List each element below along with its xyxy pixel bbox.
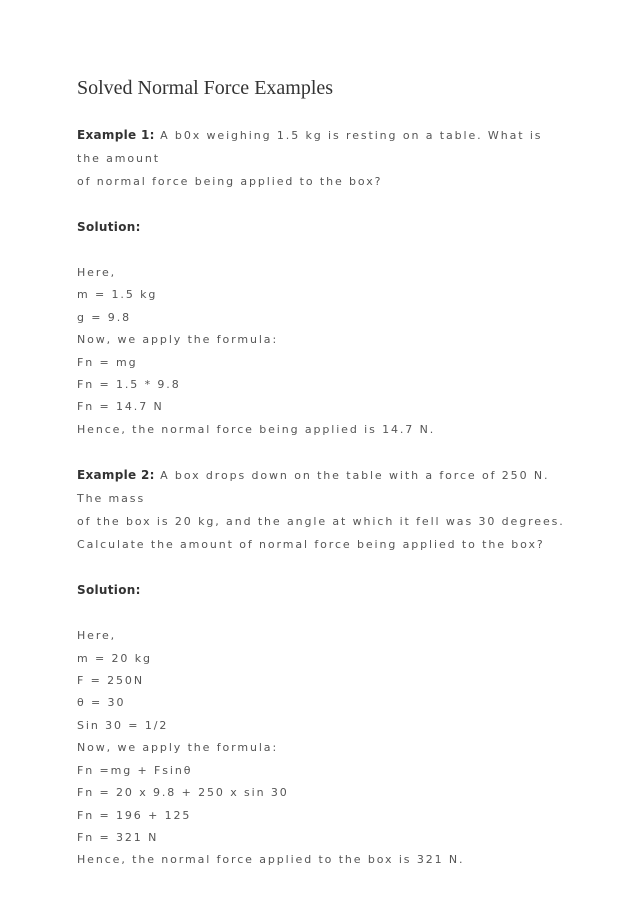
- solution-line: Sin 30 = 1/2: [77, 718, 169, 732]
- solution-line: θ = 30: [77, 696, 126, 710]
- example-1-label: Example 1:: [77, 128, 155, 142]
- example-1-question: [77, 124, 567, 170]
- solution-line: g = 9.8: [77, 310, 131, 324]
- solution-line: Hence, the normal force applied to the box is 321 N.: [77, 853, 465, 867]
- example-2-solution-label: Solution:: [77, 583, 141, 598]
- example-2-question: [77, 464, 567, 510]
- solution-line: Fn = 321 N: [77, 830, 159, 844]
- solution-line: Here,: [77, 266, 117, 279]
- example-1-question-line-2: of normal force being applied to the box?: [77, 175, 383, 188]
- solution-line: Now, we apply the formula:: [77, 741, 279, 755]
- document-page: [77, 74, 567, 872]
- solution-line: Fn = 14.7 N: [77, 400, 164, 414]
- solution-line: Fn = 196 + 125: [77, 808, 192, 822]
- example-1-question-line-1: A b0x weighing 1.5 kg is resting on a table. What is the amount: [77, 129, 543, 165]
- example-2-question-line-2: of the box is 20 kg, and the angle at which it fell was 30 degrees.: [77, 515, 565, 529]
- solution-line: Fn = 20 x 9.8 + 250 x sin 30: [77, 786, 289, 800]
- example-2-question-line-1: A box drops down on the table with a force of 250 N. The mass: [77, 469, 550, 506]
- solution-line: Fn =mg + Fsinθ: [77, 763, 193, 777]
- solution-line: m = 20 kg: [77, 651, 152, 665]
- page-title: Solved Normal Force Examples: [77, 77, 334, 99]
- solution-line: Fn = mg: [77, 355, 138, 369]
- example-2-label: Example 2:: [77, 468, 155, 483]
- solution-line: Here,: [77, 629, 117, 643]
- solution-line: m = 1.5 kg: [77, 288, 158, 302]
- solution-line: F = 250N: [77, 674, 144, 688]
- example-1-solution-label: Solution:: [77, 220, 141, 234]
- example-2-solution: [77, 625, 567, 871]
- example-2-question-line-3: Calculate the amount of normal force being applied to the box?: [77, 538, 545, 552]
- solution-line: Hence, the normal force being applied is 14.7 N.: [77, 422, 436, 436]
- example-1-solution: [77, 262, 567, 441]
- solution-line: Fn = 1.5 * 9.8: [77, 378, 181, 392]
- solution-line: Now, we apply the formula:: [77, 333, 279, 347]
